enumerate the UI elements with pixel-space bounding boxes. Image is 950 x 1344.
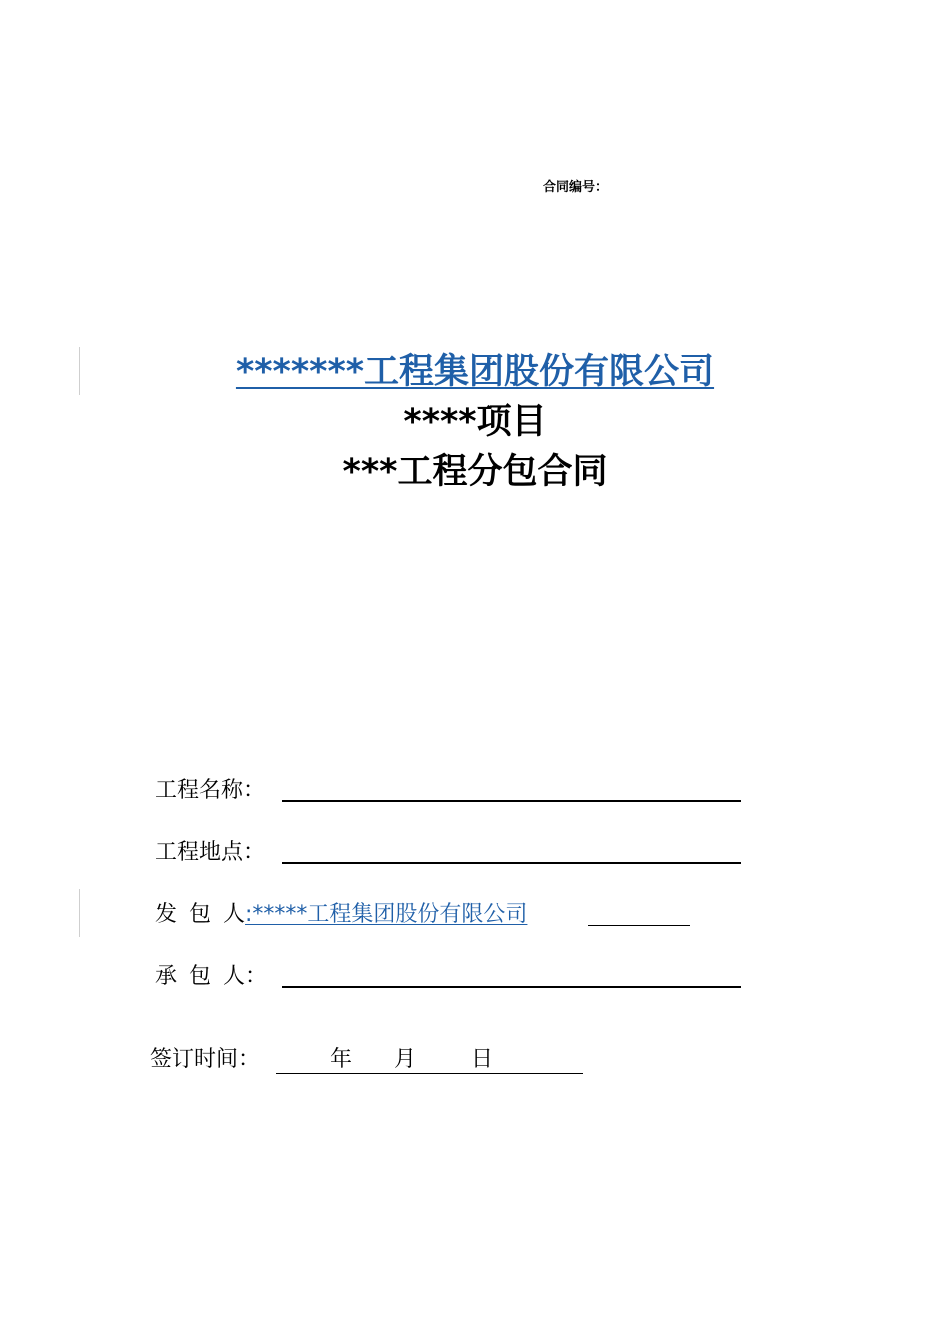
employer-underline xyxy=(588,925,690,926)
contract-number-label: 合同编号： xyxy=(543,180,609,195)
project-location-row xyxy=(155,838,265,868)
sign-date-underline xyxy=(276,1073,583,1074)
project-location-label: 工程地点： xyxy=(155,840,266,865)
sign-date-label: 签订时间： xyxy=(150,1047,261,1072)
contractor-label-char-1: 承 xyxy=(155,964,178,989)
sign-year-label: 年 xyxy=(330,1047,353,1072)
sign-month-label: 月 xyxy=(394,1047,417,1072)
project-name-underline xyxy=(282,800,741,802)
project-location-underline xyxy=(282,862,741,864)
sign-date-row xyxy=(150,1045,494,1075)
company-title xyxy=(0,350,950,394)
employer-label-char-2: 包 xyxy=(189,902,212,927)
employer-value: :*****工程集团股份有限公司 xyxy=(245,902,528,927)
contractor-row xyxy=(155,962,267,992)
employer-label-char-1: 发 xyxy=(155,902,178,927)
company-title-text: *******工程集团股份有限公司 xyxy=(235,352,715,392)
contractor-label-char-2: 包 xyxy=(189,964,212,989)
contract-title: ***工程分包合同 xyxy=(342,452,608,492)
project-title: ****项目 xyxy=(403,402,547,442)
project-name-row xyxy=(155,776,265,806)
contractor-underline xyxy=(282,986,741,988)
employer-row xyxy=(155,900,527,930)
sign-day-label: 日 xyxy=(471,1047,494,1072)
employer-label-char-3: 人 xyxy=(223,902,246,927)
project-name-label: 工程名称： xyxy=(155,778,266,803)
margin-mark xyxy=(79,889,80,937)
contractor-label-char-3: 人： xyxy=(223,964,268,989)
